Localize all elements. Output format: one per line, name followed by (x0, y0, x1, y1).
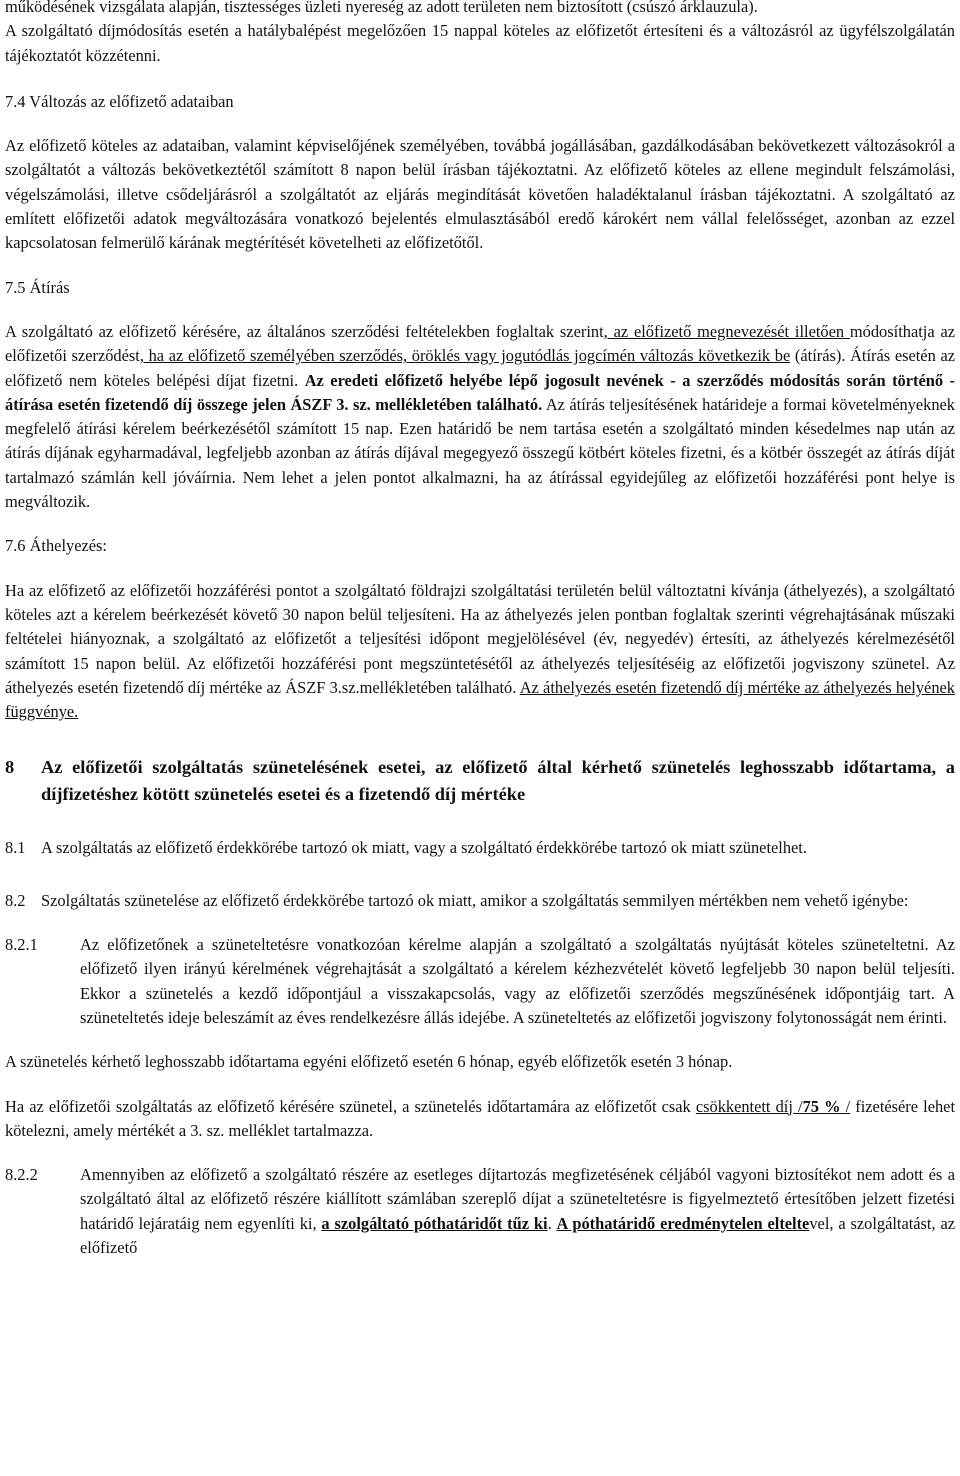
text-run: módosíthatja az előfizetői szerződést (5, 321, 955, 366)
paragraph-reduced-fee (5, 1095, 955, 1144)
text-run-underlined: csökkentett díj / (695, 1096, 803, 1116)
item-number: 8.1 (5, 838, 26, 858)
item-8-1 (5, 836, 955, 860)
text-run: vel, a szolgáltatást, az előfizető (80, 1213, 955, 1257)
text-run-bold-underlined: A póthatáridő eredménytelen eltelte (556, 1213, 810, 1233)
paragraph-max-duration: A szünetelés kérhető leghosszabb időtartama egyéni előfizető esetén 6 hónap, egyéb előfizetők esetén 3 hónap. (5, 1052, 733, 1072)
text-run: Ha az előfizetői szolgáltatás az előfizető kérésére szünetel, a szünetelés időtartamára az előfizetőt csak (5, 1096, 696, 1116)
text-run-bold-underlined: a szolgáltató póthatáridőt tűz ki (321, 1213, 548, 1233)
paragraph-continuation: működésének vizsgálata alapján, tisztességes üzleti nyereség az adott területen nem biztosított (csúszó árklauzula). (5, 0, 758, 16)
text-run-underlined: / (840, 1096, 851, 1116)
text-run: (átírás). Átírás esetén az előfizető nem köteles belépési díjat fizetni. (5, 346, 955, 390)
heading-8 (5, 754, 955, 808)
paragraph-7-5 (5, 320, 955, 514)
text-run-bold-underlined: 75 % (802, 1096, 841, 1116)
item-number: 8.2 (5, 890, 26, 910)
item-text: Az előfizetőnek a szüneteltetésre vonatkozóan kérelme alapján a szolgáltató a szolgáltatás nyújtását köteles szüneteltetni. Az előfizető ilyen irányú kérelmének végrehajtását a szolgáltató a kérelem kézhezvételét követő legfeljebb 30 napon belül teljesíti. Ekkor a szünetelés a kezdő időpontjául a visszakapcsolás, vagy az előfizetői szerződés megszűnésének időpontjáig tart. A szüneteltetés ideje beleszámít az éves rendelkezésre állás idejébe. A szüneteltetés az előfizetői jogviszony folytonosságát nem érinti. (80, 935, 955, 1027)
item-text: Szolgáltatás szünetelése az előfizető érdekkörébe tartozó ok miatt, amikor a szolgáltatás semmilyen mértékben nem vehető igénybe: (41, 890, 909, 910)
item-text: A szolgáltatás az előfizető érdekkörébe tartozó ok miatt, vagy a szolgáltató érdekkörébe tartozó ok miatt szünetelhet. (41, 838, 807, 858)
text-run: . (547, 1213, 557, 1233)
document-page (5, 0, 955, 1260)
text-run-underlined: , ha az előfizető személyében szerződés, öröklés vagy jogutódlás jogcímén változás következik be (139, 346, 791, 366)
text-run: Ha az előfizető az előfizetői hozzáférési pontot a szolgáltató földrajzi szolgáltatási területén belül változtatni kívánja (áthelyezés), a szolgáltató köteles azt a kérelem beérkezését követő 30 napon belül teljesíteni. Ha az áthelyezés jelen pontban foglaltak szerinti végrehajtásának műszaki feltételei hiányoznak, a szolgáltató az előfizetőt a teljesítési időpont megjelölésével (év, negyedév) értesíti, az áthelyezés kérelmezésétől számított 15 napon belül. Az előfizetői hozzáférési pont megszüntetésétől az áthelyezés teljesítéséig az előfizetői jogviszony szünetel. Az áthelyezés esetén fizetendő díj mértéke az ÁSZF 3.sz.mellékletében található. (5, 580, 955, 697)
text-run: fizetésére lehet kötelezni, amely mértékét a 3. sz. melléklet tartalmazza. (5, 1096, 956, 1140)
item-number: 8.2.1 (5, 935, 38, 955)
item-number: 8.2.2 (5, 1165, 38, 1185)
text-run-underlined: Az áthelyezés esetén fizetendő díj mértéke az áthelyezés helyének függvénye. (5, 677, 955, 722)
text-run: Az átírás teljesítésének határideje a formai követelményeknek megfelelő átírási kérelem beérkezésétől számított 15 nap. Ezen határidő be nem tartása esetén a szolgáltató minden késedelmes nap után az átírás díjának egyharmadával, legfeljebb azonban az átírás díjával megegyező összegű kötbért köteles fizetni, és a kötbér összegét az átírás díját tartalmazó számlán kell jóváírnia. Nem lehet a jelen pontot alkalmazni, ha az átírással egyidejűleg az előfizetői hozzáférési pont helye is megváltozik. (5, 394, 955, 512)
text-run-underlined: , az előfizető megnevezését illetően (603, 321, 850, 341)
heading-7-4: 7.4 Változás az előfizető adataiban (5, 91, 234, 111)
paragraph-7-4: Az előfizető köteles az adataiban, valamint képviselőjének személyében, továbbá jogállásában, gazdálkodásában bekövetkezett változásokról a szolgáltatót a változás bekövetkeztétől számított 8 napon belül írásban tájékoztatni. Az előfizető köteles az ellene megindult felszámolási, végelszámolási, illetve csődeljárásról a szolgáltatót az eljárás megindítását követően haladéktalanul írásban tájékoztatni. A szolgáltató az említett előfizetői adatok megváltozására vonatkozó bejelentés elmulasztásából eredő károkért nem vállal felelősséget, azonban az ezzel kapcsolatosan felmerülő kárának megtérítését követelheti az előfizetőtől. (5, 136, 955, 253)
heading-7-5: 7.5 Átírás (5, 277, 70, 297)
heading-number: 8 (5, 757, 15, 778)
paragraph-7-6 (5, 579, 955, 725)
item-text (80, 1163, 955, 1260)
text-run: A szolgáltató az előfizető kérésére, az általános szerződési feltételekben foglaltak szerint (5, 321, 604, 341)
heading-7-6: 7.6 Áthelyezés: (5, 536, 107, 556)
item-8-2-2 (5, 1163, 955, 1260)
paragraph-fee-change: A szolgáltató díjmódosítás esetén a hatálybalépést megelőzően 15 nappal köteles az előfizetőt értesíteni és a változásról az ügyfélszolgálatán tájékoztatót közzétenni. (5, 21, 955, 65)
item-8-2-1 (5, 933, 955, 1030)
heading-title: Az előfizetői szolgáltatás szünetelésének esetei, az előfizető által kérhető szünetelés leghosszabb időtartama, a díjfizetéshez kötött szünetelés esetei és a fizetendő díj mértéke (41, 757, 955, 805)
item-8-2 (5, 889, 955, 913)
text-run: Amennyiben az előfizető a szolgáltató részére az esetleges díjtartozás megfizetésének céljából vagyoni biztosítékot nem adott és a szolgáltató által az előfizető részére kiállított számlában szereplő díjat a szüneteltetésre is figyelmeztető értesítőben jelzett fizetési határidő lejáratáig nem egyenlíti ki, (80, 1165, 955, 1233)
text-run-bold: Az eredeti előfizető helyébe lépő jogosult nevének - a szerződés módosítás során történő - átírása esetén fizetendő díj összege jelen ÁSZF 3. sz. mellékletében található. (5, 370, 955, 414)
